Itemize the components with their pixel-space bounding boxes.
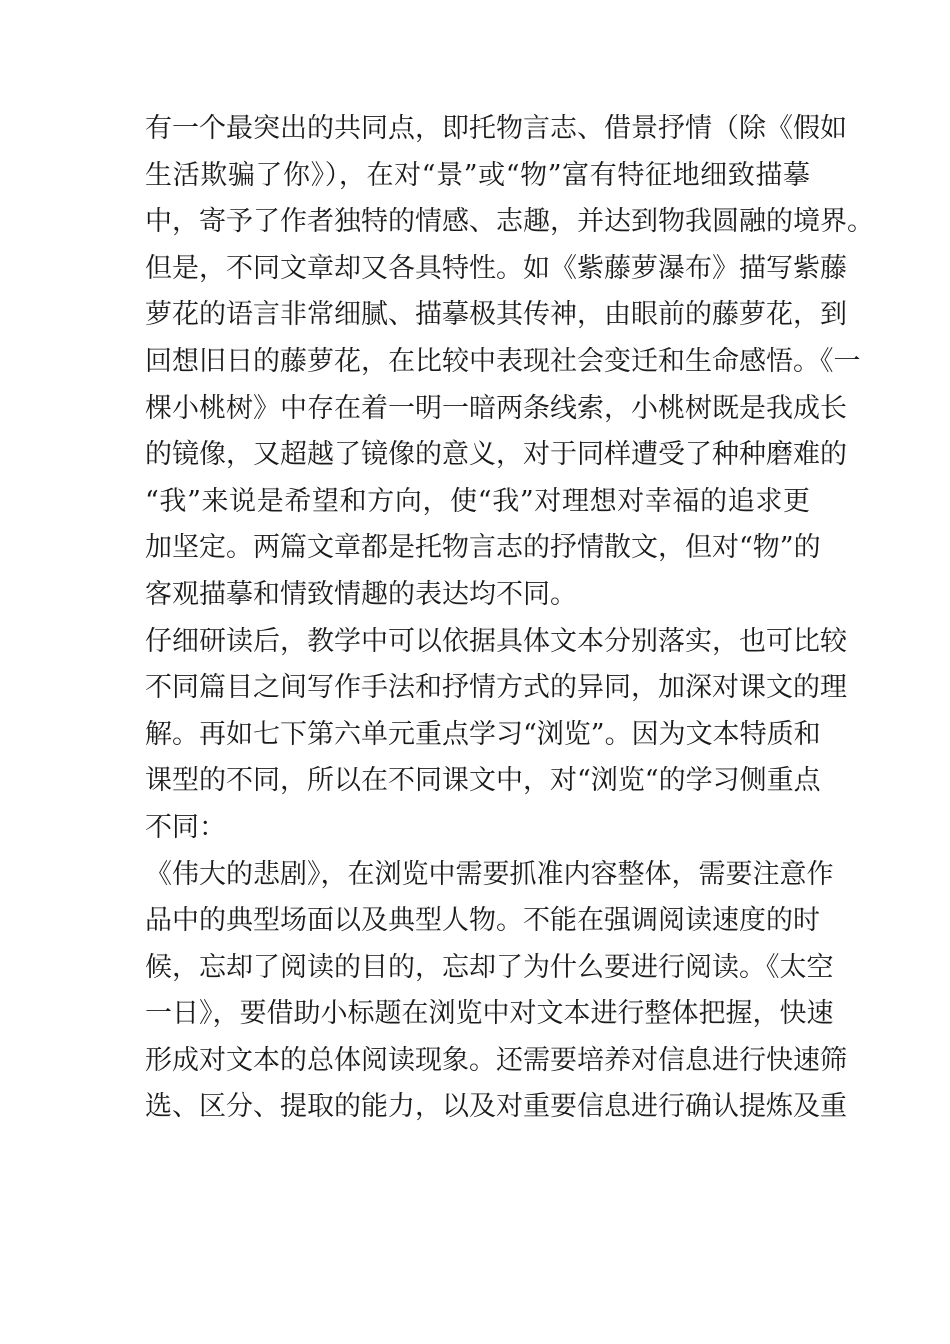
paragraph-2: [145, 619, 847, 852]
text-line: 回想旧日的藤萝花，在比较中表现社会变迁和生命感悟。《一: [145, 345, 861, 377]
text-line: 选、区分、提取的能力，以及对重要信息进行确认提炼及重: [145, 1091, 847, 1123]
text-line: 解。再如七下第六单元重点学习“浏览”。因为文本特质和: [145, 718, 821, 750]
text-line: 课型的不同，所以在不同课文中，对“浏览“的学习侧重点: [145, 765, 821, 797]
text-line: 一日》，要借助小标题在浏览中对文本进行整体把握，快速: [145, 998, 834, 1030]
text-line: 的镜像，又超越了镜像的意义，对于同样遭受了种种磨难的: [145, 439, 847, 471]
text-line: 有一个最突出的共同点，即托物言志、借景抒情（除《假如: [145, 113, 847, 144]
text-line: 棵小桃树》中存在着一明一暗两条线索，小桃树既是我成长: [145, 392, 847, 424]
text-line: 不同篇目之间写作手法和抒情方式的异同，加深对课文的理: [145, 672, 847, 704]
text-line: “我”来说是希望和方向，使“我”对理想对幸福的追求更: [145, 485, 810, 517]
paragraph-3: [145, 852, 847, 1132]
text-line: 《伟大的悲剧》，在浏览中需要抓准内容整体，需要注意作: [145, 858, 834, 890]
text-line: 不同：: [145, 811, 226, 843]
text-line: 萝花的语言非常细腻、描摹极其传神，由眼前的藤萝花，到: [145, 299, 847, 331]
text-line: 形成对文本的总体阅读现象。还需要培养对信息进行快速筛: [145, 1044, 847, 1076]
text-line: 生活欺骗了你》），在对“景”或“物”富有特征地细致描摹: [145, 159, 810, 191]
paragraph-1: [145, 106, 874, 619]
text-line: 客观描摹和情致情趣的表达均不同。: [145, 578, 577, 610]
document-page: [145, 106, 874, 1131]
text-line: 但是，不同文章却又各具特性。如《紫藤萝瀑布》描写紫藤: [145, 252, 847, 284]
text-line: 品中的典型场面以及典型人物。不能在强调阅读速度的时: [145, 905, 820, 937]
text-line: 中，寄予了作者独特的情感、志趣，并达到物我圆融的境界。: [145, 206, 874, 238]
text-line: 候，忘却了阅读的目的，忘却了为什么要进行阅读。《太空: [145, 951, 834, 983]
text-line: 仔细研读后，教学中可以依据具体文本分别落实，也可比较: [145, 625, 847, 657]
text-line: 加坚定。两篇文章都是托物言志的抒情散文，但对“物”的: [145, 532, 821, 564]
